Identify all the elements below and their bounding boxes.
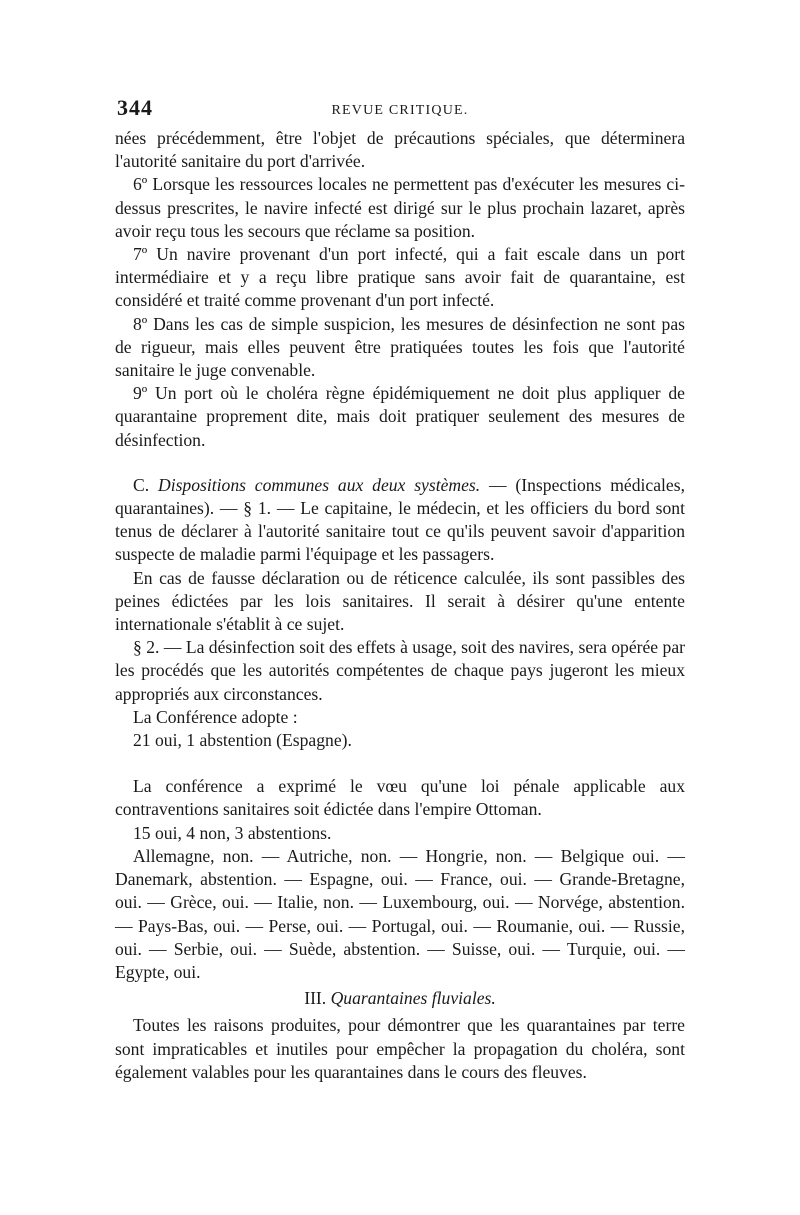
section-c-paragraph	[115, 474, 685, 567]
vote-by-country: Allemagne, non. — Autriche, non. — Hongrie, non. — Belgique oui. — Danemark, abstention. — Espagne, oui. — France, oui. — Grande-Bretagne, oui. — Grèce, oui. — Italie, non. — Luxembourg, oui. — Norvége, abstention. — Pays-Bas, oui. — Perse, oui. — Portugal, oui. — Roumanie, oui. — Russie, oui. — Serbie, oui. — Suède, abstention. — Suisse, oui. — Turquie, oui. — Egypte, oui.	[115, 845, 685, 982]
section-c-text: — (Inspections médicales, quarantaines). — § 1. — Le capitaine, le médecin, et les officiers du bord sont tenus de déclarer à l'autorité sanitaire tout ce qu'ils peuvent savoir d'apparition suspecte de maladie parmi l'équipage et les passagers.	[115, 474, 685, 565]
book-page	[115, 95, 685, 1084]
section-iii-title: Quarantaines fluviales.	[330, 988, 496, 1009]
page-header	[115, 95, 685, 125]
vote-result-2: 15 oui, 4 non, 3 abstentions.	[133, 822, 332, 843]
section-c-title: Dispositions communes aux deux systèmes.	[157, 474, 481, 495]
paragraph-false-declaration: En cas de fausse déclaration ou de réticence calculée, ils sont passibles des peines édictées par les lois sanitaires. Il serait à désirer qu'une entente internationale s'établit à ce sujet.	[115, 567, 685, 635]
body-text	[115, 127, 685, 1084]
paragraph-item-9: 9º Un port où le choléra règne épidémiquement ne doit plus appliquer de quarantaine proprement dite, mais doit pratiquer seulement des mesures de désinfection.	[115, 383, 685, 450]
paragraph-item-7: 7º Un navire provenant d'un port infecté, qui a fait escale dans un port intermédiaire et y a reçu libre pratique sans avoir fait de quarantaine, est considéré et traité comme provenant d'un port infecté.	[115, 244, 685, 311]
paragraph-item-6: 6º Lorsque les ressources locales ne permettent pas d'exécuter les mesures ci-dessus prescrites, le navire infecté est dirigé sur le plus prochain lazaret, après avoir reçu tous les secours que réclame sa position.	[115, 174, 685, 241]
page-number: 344	[117, 95, 153, 120]
paragraph-fluvial: Toutes les raisons produites, pour démontrer que les quarantaines par terre sont impraticables et inutiles pour empêcher la propagation du choléra, sont également valables pour les quarantaines dans le cours des fleuves.	[115, 1015, 685, 1082]
paragraph-item-8: 8º Dans les cas de simple suspicion, les mesures de désinfection ne sont pas de rigueur, mais elles peuvent être pratiquées toutes les fois que l'autorité sanitaire le juge convenable.	[115, 313, 685, 381]
paragraph-section-2: § 2. — La désinfection soit des effets à usage, soit des navires, sera opérée par les procédés que les autorités compétentes de chaque pays jugeront les mieux appropriés aux circonstances.	[115, 637, 685, 704]
section-iii-heading	[115, 987, 685, 1010]
running-head: REVUE CRITIQUE.	[331, 103, 469, 118]
vote-result-1: 21 oui, 1 abstention (Espagne).	[133, 730, 352, 751]
conference-adopts: La Conférence adopte :	[133, 706, 298, 727]
paragraph-continuation: nées précédemment, être l'objet de précautions spéciales, que déterminera l'autorité sanitaire du port d'arrivée.	[115, 128, 685, 172]
paragraph-penal-law: La conférence a exprimé le vœu qu'une loi pénale applicable aux contraventions sanitaires soit édictée dans l'empire Ottoman.	[115, 776, 685, 820]
section-c-lead: C.	[133, 474, 158, 495]
section-iii-numeral: III.	[304, 988, 331, 1009]
